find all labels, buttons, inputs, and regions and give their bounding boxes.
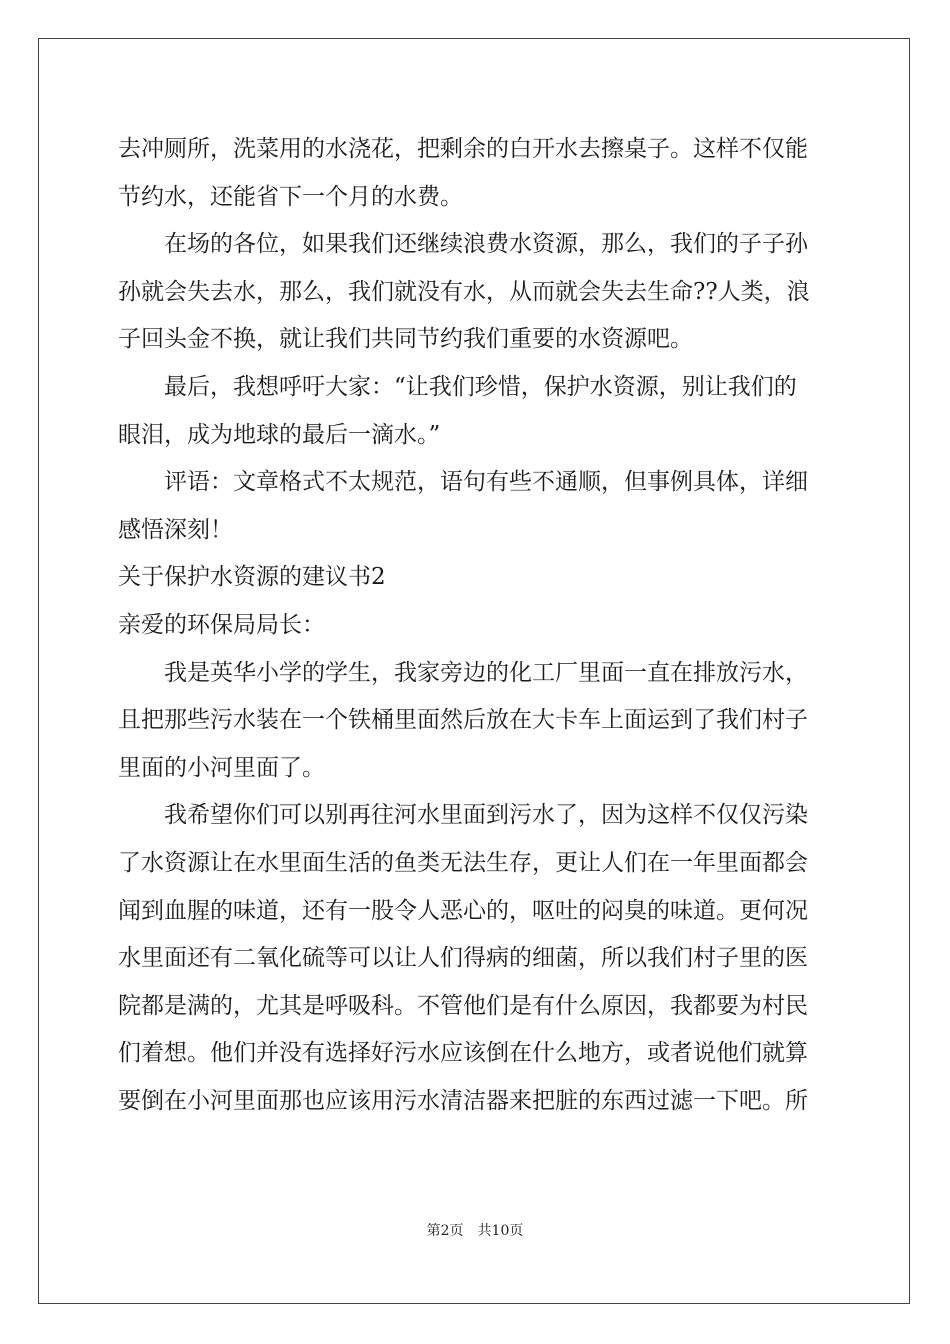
text-line: 眼泪，成为地球的最后一滴水。” — [118, 421, 441, 448]
text-line: 节约水，还能省下一个月的水费。 — [118, 183, 463, 210]
text-line: 我希望你们可以别再往河水里面到污水了，因为这样不仅仅污染 — [164, 802, 808, 829]
text-line: 感悟深刻！ — [118, 516, 233, 543]
page-total: 共10页 — [477, 1223, 524, 1239]
text-line: 院都是满的，尤其是呼吸科。不管他们是有什么原因，我都要为村民 — [118, 992, 808, 1019]
text-line: 且把那些污水装在一个铁桶里面然后放在大卡车上面运到了我们村子 — [118, 707, 808, 734]
text-line: 我是英华小学的学生，我家旁边的化工厂里面一直在排放污水， — [164, 659, 808, 686]
text-line: 要倒在小河里面那也应该用污水清洁器来把脏的东西过滤一下吧。所 — [118, 1087, 808, 1114]
section-title: 关于保护水资源的建议书2 — [118, 564, 386, 591]
text-line: 去冲厕所，洗菜用的水浇花，把剩余的白开水去擦桌子。这样不仅能 — [118, 136, 808, 162]
text-line: 在场的各位，如果我们还继续浪费水资源，那么，我们的子子孙 — [164, 231, 808, 258]
salutation: 亲爱的环保局局长： — [118, 611, 325, 638]
text-line: 孙就会失去水，那么，我们就没有水，从而就会失去生命??人类，浪 — [118, 278, 810, 305]
text-line: 水里面还有二氧化硫等可以让人们得病的细菌，所以我们村子里的医 — [118, 945, 808, 972]
text-line: 评语：文章格式不太规范，语句有些不通顺，但事例具体，详细 — [164, 469, 808, 496]
page-footer — [0, 1220, 950, 1240]
text-line: 闻到血腥的味道，还有一股令人恶心的，呕吐的闷臭的味道。更何况 — [118, 897, 808, 924]
text-line: 里面的小河里面了。 — [118, 754, 325, 781]
text-line: 最后，我想呼吁大家：“让我们珍惜，保护水资源，别让我们的 — [164, 373, 797, 400]
document-body — [118, 126, 834, 1125]
text-line: 了水资源让在水里面生活的鱼类无法生存，更让人们在一年里面都会 — [118, 849, 808, 876]
text-line: 们着想。他们并没有选择好污水应该倒在什么地方，或者说他们就算 — [118, 1040, 808, 1067]
text-line: 子回头金不换，就让我们共同节约我们重要的水资源吧。 — [118, 326, 693, 353]
page-number: 第2页 — [426, 1223, 464, 1239]
